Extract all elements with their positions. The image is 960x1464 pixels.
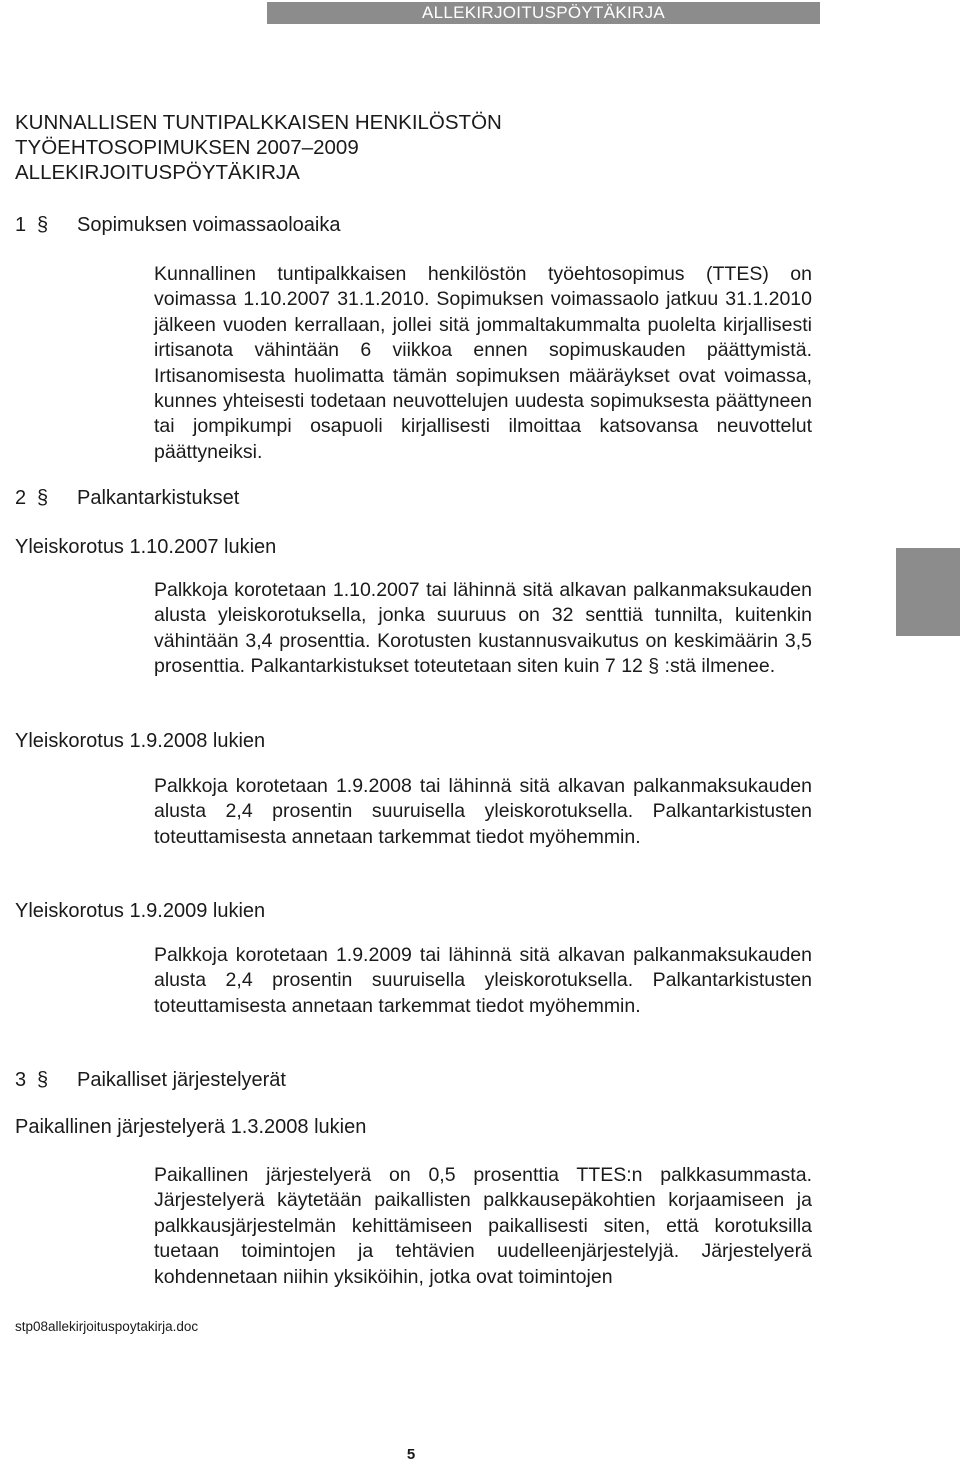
header-bar [267,2,820,24]
side-tab-marker [896,548,960,636]
section-1-paragraph: Kunnallinen tuntipalkkaisen henkilöstön työehtosopimus (TTES) on voimassa 1.10.2007 31.1.2010. Sopimuksen voimassaolo jatkuu 31.1.2010 jälkeen vuoden kerrallaan, jollei sitä jommaltakummalta puolelta kirjallisesti irtisanota vähintään 6 viikkoa ennen sopimuskauden päättymistä. Irtisanomisesta huolimatta tämän sopimuksen määräykset ovat voimassa, kunnes yhteisesti todetaan neuvottelujen uudesta sopimuksesta päättyneen tai jompikumpi osapuoli kirjallisesti ilmoittaa katsovansa neuvottelut päättyneiksi. [154,263,812,463]
section-number: 3 [15,1069,27,1091]
subheading-paikallinen-jarjestelyera: Paikallinen järjestelyerä 1.3.2008 lukien [15,1116,367,1138]
section-number: 2 [15,487,27,509]
section-mark: § [37,1069,49,1091]
section-3-heading [15,1068,286,1092]
subheading-yleiskorotus-2007: Yleiskorotus 1.10.2007 lukien [15,536,277,558]
section-mark: § [37,487,49,509]
paragraph-yleiskorotus-2009: Palkkoja korotetaan 1.9.2009 tai lähinnä sitä alkavan palkanmaksukauden alusta 2,4 prosentin suuruisella yleiskorotuksella. Palkantarkistusten toteuttamisesta annetaan tarkemmat tiedot myöhemmin. [154,944,812,1017]
subheading-yleiskorotus-2009: Yleiskorotus 1.9.2009 lukien [15,900,266,922]
title-line-3: ALLEKIRJOITUSPÖYTÄKIRJA [15,161,300,184]
document-title [15,110,715,185]
paragraph-paikallinen-jarjestelyera: Paikallinen järjestelyerä on 0,5 prosenttia TTES:n palkkasummasta. Järjestelyerä käytetään paikallisten palkkausepäkohtien korjaamiseen ja palkkausjärjestelmän kehittämiseen paikallisesti siten, että korotuksilla tuetaan toimintojen ja tehtävien uudelleenjärjestelyjä. Järjestelyerä kohdennetaan niihin yksiköihin, jotka ovat toimintojen [154,1164,812,1288]
paragraph-yleiskorotus-2008: Palkkoja korotetaan 1.9.2008 tai lähinnä sitä alkavan palkanmaksukauden alusta 2,4 prosentin suuruisella yleiskorotuksella. Palkantarkistusten toteuttamisesta annetaan tarkemmat tiedot myöhemmin. [154,775,812,848]
section-mark: § [37,214,49,236]
section-1-heading [15,213,340,237]
paragraph-yleiskorotus-2007: Palkkoja korotetaan 1.10.2007 tai lähinnä sitä alkavan palkanmaksukauden alusta yleiskorotuksella, jonka suuruus on 32 senttiä tunnilta, kuitenkin vähintään 3,4 prosenttia. Korotusten kustannusvaikutus on keskimäärin 3,5 prosenttia. Palkantarkistukset toteutetaan siten kuin 7 12 § :stä ilmenee. [154,579,812,678]
section-title: Paikalliset järjestelyerät [77,1069,286,1091]
section-number: 1 [15,214,27,236]
title-line-1: KUNNALLISEN TUNTIPALKKAISEN HENKILÖSTÖN [15,111,502,134]
section-title: Sopimuksen voimassaoloaika [77,214,341,236]
section-2-heading [15,486,239,510]
header-title: ALLEKIRJOITUSPÖYTÄKIRJA [421,3,666,22]
section-title: Palkantarkistukset [77,487,240,509]
page-number: 5 [406,1446,416,1463]
footer-filename: stp08allekirjoituspoytakirja.doc [15,1319,199,1334]
title-line-2: TYÖEHTOSOPIMUKSEN 2007–2009 [15,136,359,159]
subheading-yleiskorotus-2008: Yleiskorotus 1.9.2008 lukien [15,730,266,752]
